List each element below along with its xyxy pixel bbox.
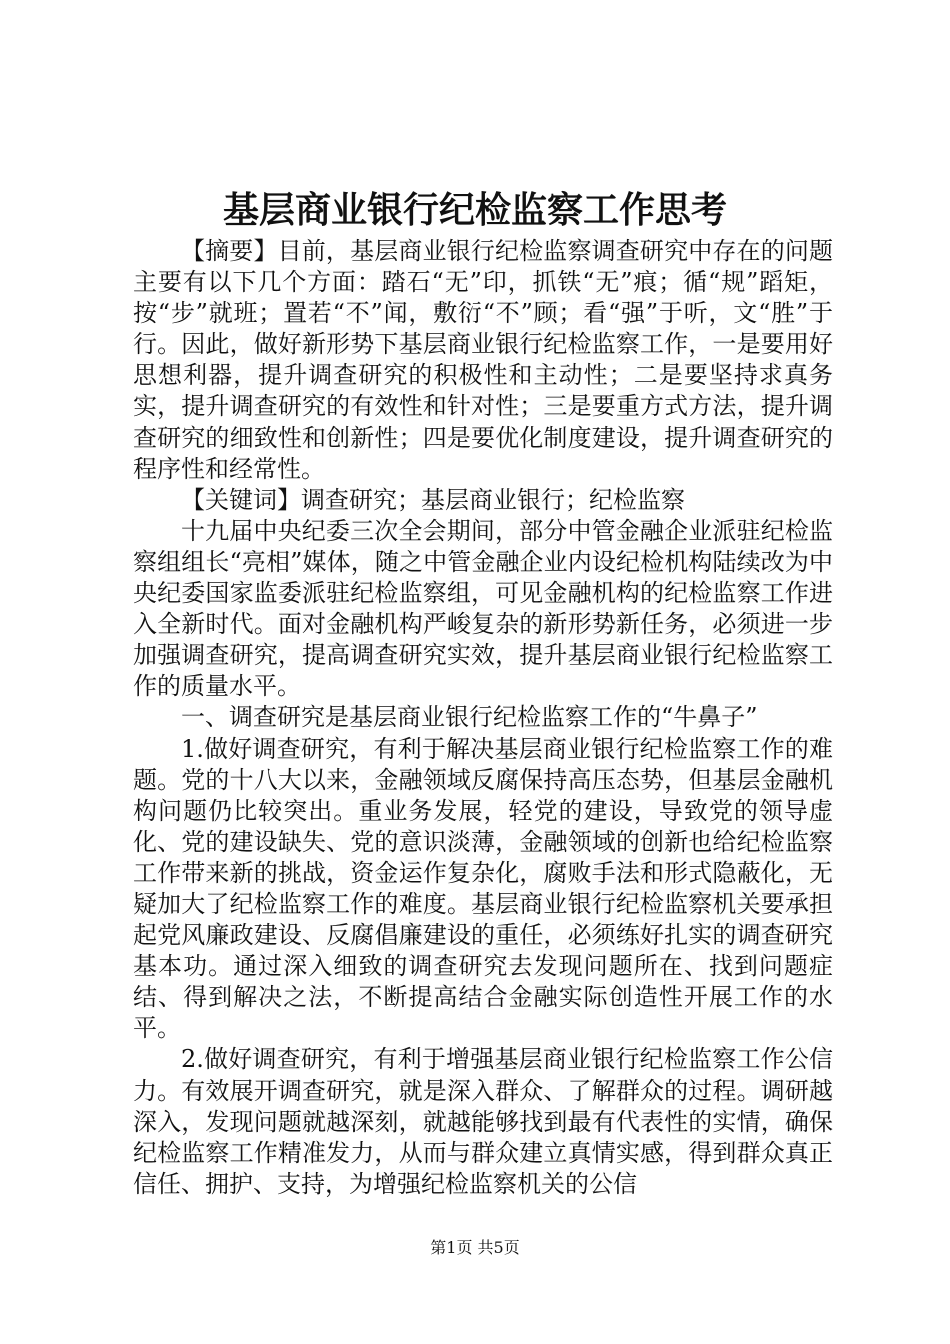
intro-paragraph: 十九届中央纪委三次全会期间，部分中管金融企业派驻纪检监察组组长“亮相”媒体，随之中管金融企业内设纪检机构陆续改为中央纪委国家监委派驻纪检监察组，可见金融机构的纪检监察工作进入全新时代。面对金融机构严峻复杂的新形势新任务，必须进一步加强调查研究，提高调查研究实效，提升基层商业银行纪检监察工作的质量水平。 (133, 516, 833, 701)
keywords-paragraph: 【关键词】调查研究；基层商业银行；纪检监察 (181, 485, 685, 514)
section-heading: 一、调查研究是基层商业银行纪检监察工作的“牛鼻子” (181, 703, 758, 732)
abstract-paragraph: 【摘要】目前，基层商业银行纪检监察调查研究中存在的问题主要有以下几个方面：踏石“无”印，抓铁“无”痕；循“规”蹈矩，按“步”就班；置若“不”闻，敷衍“不”顾；看“强”于听，文“胜”于行。因此，做好新形势下基层商业银行纪检监察工作，一是要用好思想利器，提升调查研究的积极性和主动性；二是要坚持求真务实，提升调查研究的有效性和针对性；三是要重方式方法，提升调查研究的细致性和创新性；四是要优化制度建设，提升调查研究的程序性和经常性。 (133, 237, 833, 483)
body-paragraph: 1.做好调查研究，有利于解决基层商业银行纪检监察工作的难题。党的十八大以来，金融领域反腐保持高压态势，但基层金融机构问题仍比较突出。重业务发展，轻党的建设，导致党的领导虚化、党的建设缺失、党的意识淡薄，金融领域的创新也给纪检监察工作带来新的挑战，资金运作复杂化，腐败手法和形式隐蔽化，无疑加大了纪检监察工作的难度。基层商业银行纪检监察机关要承担起党风廉政建设、反腐倡廉建设的重任，必须练好扎实的调查研究基本功。通过深入细致的调查研究去发现问题所在、找到问题症结、得到解决之法，不断提高结合金融实际创造性开展工作的水平。 (133, 734, 833, 1043)
body-paragraph: 2.做好调查研究，有利于增强基层商业银行纪检监察工作公信力。有效展开调查研究，就是深入群众、了解群众的过程。调研越深入，发现问题就越深刻，就越能够找到最有代表性的实情，确保纪检监察工作精准发力，从而与群众建立真情实感，得到群众真正信任、拥护、支持，为增强纪检监察机关的公信 (133, 1045, 833, 1198)
document-body (133, 236, 833, 1200)
page-footer: 第1页 共5页 (430, 1238, 520, 1257)
document-title: 基层商业银行纪检监察工作思考 (222, 189, 727, 231)
